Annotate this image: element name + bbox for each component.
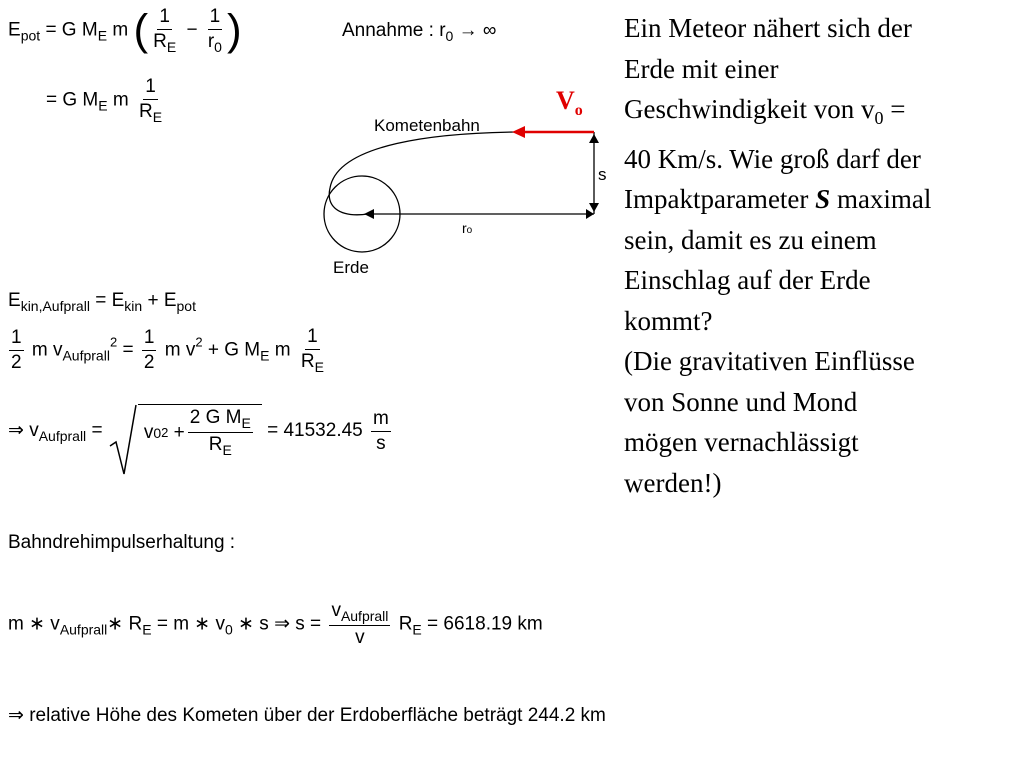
v-symbol: v [331,600,341,621]
annahme-subscript: 0 [445,28,454,44]
me-subscript: E [98,97,108,114]
v-symbol: v [52,339,63,361]
s-arrowhead-top-icon [589,134,599,143]
re-subscript: E [314,359,324,375]
fraction-denominator [151,30,178,55]
radical-icon [108,404,138,478]
radicand: v 0 2 + $\frac{2 G M_E}{R_E}$ [138,404,262,458]
problem-line: von Sonne und Mond [624,386,858,417]
problem-line: sein, damit es zu einem [624,224,877,255]
r-symbol: R [300,351,315,372]
problem-line-impakt [624,179,1019,220]
plus-gm: + G M [207,339,261,361]
problem-line: Erde mit einer [624,53,779,84]
equals-sign: = [122,339,134,361]
velocity-subscript: 0 [874,108,884,128]
v0-subscript: 0 [153,424,162,441]
problem-line: mögen vernachlässigt [624,427,859,457]
fraction-numerator: 1 [157,6,172,30]
r0-subscript: 0 [214,39,222,55]
re-subscript: E [142,621,152,638]
aufprall-subscript: Aufprall [59,621,108,638]
r0-arrowhead-icon [364,209,374,219]
ekin-plus: + E [142,290,177,311]
problem-line: 40 Km/s. Wie groß darf der [624,143,921,174]
mass-symbol: m [274,339,291,361]
re-subscript: E [166,39,177,55]
kometenbahn-label: Kometenbahn [374,116,480,135]
re-subscript: E [222,442,232,458]
fraction-half [142,327,157,374]
v0-subscript: 0 [225,621,233,638]
impakt-symbol: S [815,184,831,214]
r-symbol: R [139,101,153,122]
left-paren: ( [133,5,149,55]
v-aufprall-result [8,404,394,458]
mass-symbol: m [164,339,181,361]
s-result-value: = 6618.19 km [427,613,543,635]
problem-line: Ein Meteor nähert sich der [624,13,912,43]
mass-symbol: m [112,89,129,111]
impakt-text: Impaktparameter [624,184,809,214]
fraction-numerator: 1 [143,76,158,100]
v0-symbol: v [143,421,154,443]
star-r: ∗ R [107,613,143,635]
ekin-equation [8,290,196,314]
v-symbol: v [185,339,196,361]
annahme-line [342,20,496,44]
conclusion-line: ⇒ relative Höhe des Kometen über der Erdoberfläche beträgt 244.2 km [8,705,606,726]
fraction-vaufprall-over-v [329,600,390,649]
problem-statement [624,8,1019,503]
comet-trajectory [329,132,516,215]
fraction-one-over-re [137,76,164,125]
annahme-r: r [439,20,446,41]
re-subscript: E [412,621,422,638]
velocity-arrowhead-icon [512,126,525,138]
annahme-label: Annahme : [342,20,434,41]
ekin-lhs: E [8,290,21,311]
fraction-denominator [299,350,326,375]
velocity-equals: = [883,94,906,124]
fraction-denominator [137,100,164,125]
unit-fraction [371,408,391,455]
impakt-rest: maximal [830,184,932,214]
aufprall-subscript: Aufprall [62,347,110,364]
energy-balance [6,326,329,375]
fraction-denominator [207,433,234,458]
s-label: s [598,165,607,184]
ekin-pot-subscript: pot [176,298,196,314]
angular-momentum-equation [8,600,543,649]
v0-label [556,86,583,120]
epot-formula [8,6,242,55]
star-s-result: ∗ s ⇒ s = [238,613,322,635]
square-exponent: 2 [109,334,118,350]
v0-subscript: o [574,102,583,119]
me-subscript: E [241,415,251,431]
fraction-half [9,327,24,374]
epot-simplified [46,76,167,125]
v-aufprall-value: = 41532.45 [267,420,363,442]
epot-gm: = G M [45,19,98,41]
bahndrehimpuls-heading: Bahndrehimpulserhaltung : [8,532,236,553]
two-gm: 2 G M [189,407,242,428]
v-aufprall-lhs: ⇒ v [8,420,39,442]
problem-line-velocity [624,89,1019,139]
r0-label [462,220,472,236]
r0-symbol: r [462,220,467,236]
problem-line: (Die gravitativen Einflüsse [624,346,915,376]
problem-line: kommt? [624,305,713,336]
m-star-v: m ∗ v [8,613,60,635]
fraction-numerator: 1 [9,327,24,351]
right-paren: ) [226,5,242,55]
square-exponent: 2 [161,425,169,440]
fraction-numerator: 1 [305,326,320,350]
fraction-numerator: 1 [142,327,157,351]
annahme-arrow: → ∞ [458,20,497,41]
fraction-one-over-r0 [206,6,224,55]
gm-symbol: = G M [46,89,99,111]
square-root [108,404,262,458]
fraction-denominator: 2 [11,352,22,373]
fraction-denominator: v [355,627,365,648]
ekin-lhs-subscript: kin,Aufprall [20,298,90,314]
problem-line: werden!) [624,467,722,498]
mass-symbol: m [112,19,129,41]
equals-sign: = [91,420,103,442]
fraction-numerator [188,407,253,433]
me-subscript: E [260,347,270,364]
fraction-one-over-re [151,6,178,55]
re-subscript: E [152,109,163,125]
fraction-one-over-re [299,326,326,375]
fraction-numerator [329,600,390,626]
unit-numerator: m [371,408,391,432]
square-exponent: 2 [195,334,203,350]
aufprall-subscript: Aufprall [38,428,87,445]
eq-m-v: = m ∗ v [156,613,226,635]
problem-line: Einschlag auf der Erde [624,265,871,295]
aufprall-subscript: Aufprall [340,608,389,624]
r-symbol: R [398,613,413,635]
ekin-kin-subscript: kin [124,298,143,314]
fraction-2gm-over-re [188,407,253,458]
r0-symbol: r [207,31,215,52]
fraction-numerator: 1 [208,6,223,30]
r0-arrowhead-right-icon [586,209,594,219]
fraction-denominator: 2 [143,352,155,373]
minus-sign: − [186,19,198,41]
fraction-denominator [206,30,224,55]
r0-subscript: o [466,225,473,236]
me-subscript: E [97,27,108,44]
ekin-eq: = E [89,290,125,311]
epot-symbol: E [8,19,21,41]
r-symbol: R [153,31,167,52]
unit-denominator: s [376,432,386,454]
velocity-text: Geschwindigkeit von v [624,94,875,124]
erde-label: Erde [333,258,369,277]
epot-subscript: pot [20,27,41,44]
s-arrowhead-bottom-icon [589,203,599,212]
mass-symbol: m [31,339,48,361]
r-symbol: R [208,434,223,455]
v0-symbol: V [556,86,575,115]
